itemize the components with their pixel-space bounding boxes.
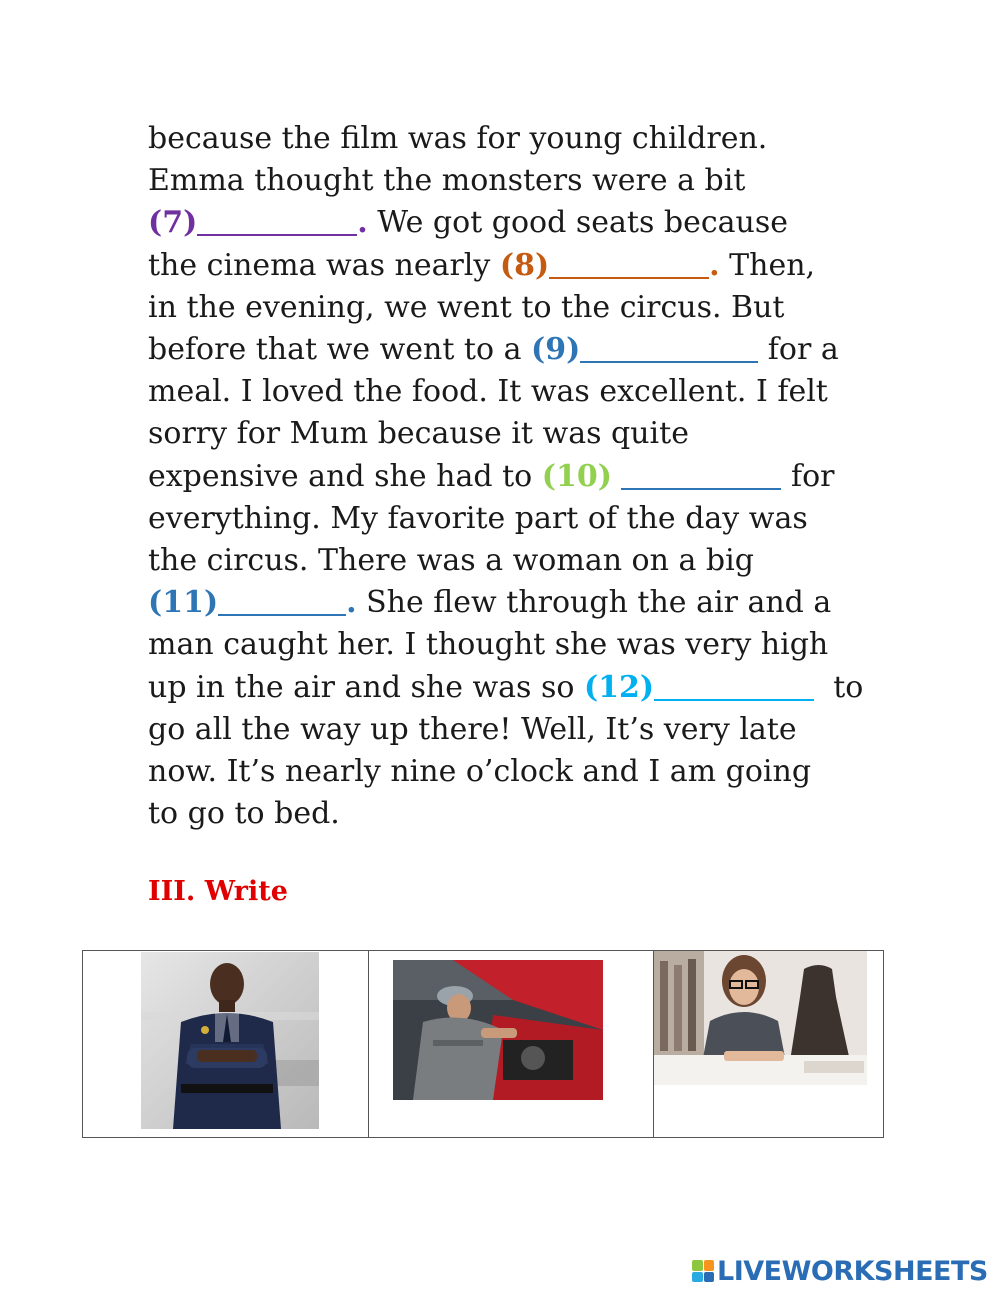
picture-table: [82, 950, 884, 1138]
passage-line: man caught her. I thought she was very high: [148, 627, 829, 663]
passage-line: everything. My favorite part of the day was: [148, 500, 808, 536]
section-title: III. Write: [148, 876, 288, 907]
blank-12-input[interactable]: [654, 671, 814, 701]
blank-number-9: (9): [531, 332, 581, 368]
blank-number-12: (12): [583, 669, 655, 705]
passage-line: sorry for Mum because it was quite: [148, 416, 689, 452]
passage-text: Then,: [719, 247, 816, 283]
blank-number-7: (7): [148, 205, 198, 241]
passage-line: [148, 329, 908, 371]
passage-line: [148, 202, 908, 244]
passage-line: Emma thought the monsters were a bit: [148, 163, 746, 199]
blank-7-period: .: [357, 205, 368, 241]
reading-passage: [148, 118, 908, 835]
blank-7-input[interactable]: [197, 206, 357, 236]
passage-text: the cinema was nearly: [148, 247, 500, 283]
passage-text: to: [823, 669, 864, 705]
passage-line: [148, 456, 908, 498]
passage-line: [148, 667, 908, 709]
blank-11-input[interactable]: [218, 586, 346, 616]
blank-number-11: (11): [148, 585, 219, 621]
passage-text: She flew through the air and a: [356, 585, 832, 621]
passage-line: [148, 245, 908, 287]
passage-text: before that we went to a: [148, 332, 531, 368]
blank-10-input[interactable]: [621, 460, 781, 490]
blank-number-8: (8): [499, 247, 550, 283]
passage-text: for: [781, 458, 835, 494]
logo-grid-icon: [692, 1260, 714, 1282]
blank-9-input[interactable]: [580, 333, 758, 363]
liveworksheets-logo: [692, 1254, 988, 1288]
passage-text: We got good seats because: [367, 205, 788, 241]
passage-text: expensive and she had to: [148, 458, 542, 494]
picture-cell-3: [654, 951, 884, 1138]
passage-line: [148, 582, 908, 624]
passage-line: now. It’s nearly nine o’clock and I am going: [148, 754, 812, 790]
police-officer-photo-icon: [141, 952, 319, 1129]
blank-11-period: .: [346, 585, 357, 621]
passage-line: go all the way up there! Well, It’s very late: [148, 711, 797, 747]
blank-8-input[interactable]: [549, 249, 709, 279]
passage-line: to go to bed.: [148, 796, 340, 832]
car-mechanic-photo-icon: [393, 960, 603, 1100]
fashion-designer-photo-icon: [654, 951, 867, 1085]
passage-text: for a: [758, 332, 839, 368]
logo-text: LIVEWORKSHEETS: [717, 1255, 988, 1287]
passage-line: the circus. There was a woman on a big: [148, 543, 754, 579]
blank-8-period: .: [709, 247, 720, 283]
passage-line: because the film was for young children.: [148, 121, 768, 156]
passage-text: up in the air and she was so: [148, 669, 584, 705]
blank-number-10: (10): [541, 458, 612, 494]
passage-line: meal. I loved the food. It was excellent. I felt: [148, 374, 828, 410]
passage-line: in the evening, we went to the circus. But: [148, 289, 785, 325]
picture-cell-1: [83, 951, 369, 1138]
picture-cell-2: [369, 951, 654, 1138]
